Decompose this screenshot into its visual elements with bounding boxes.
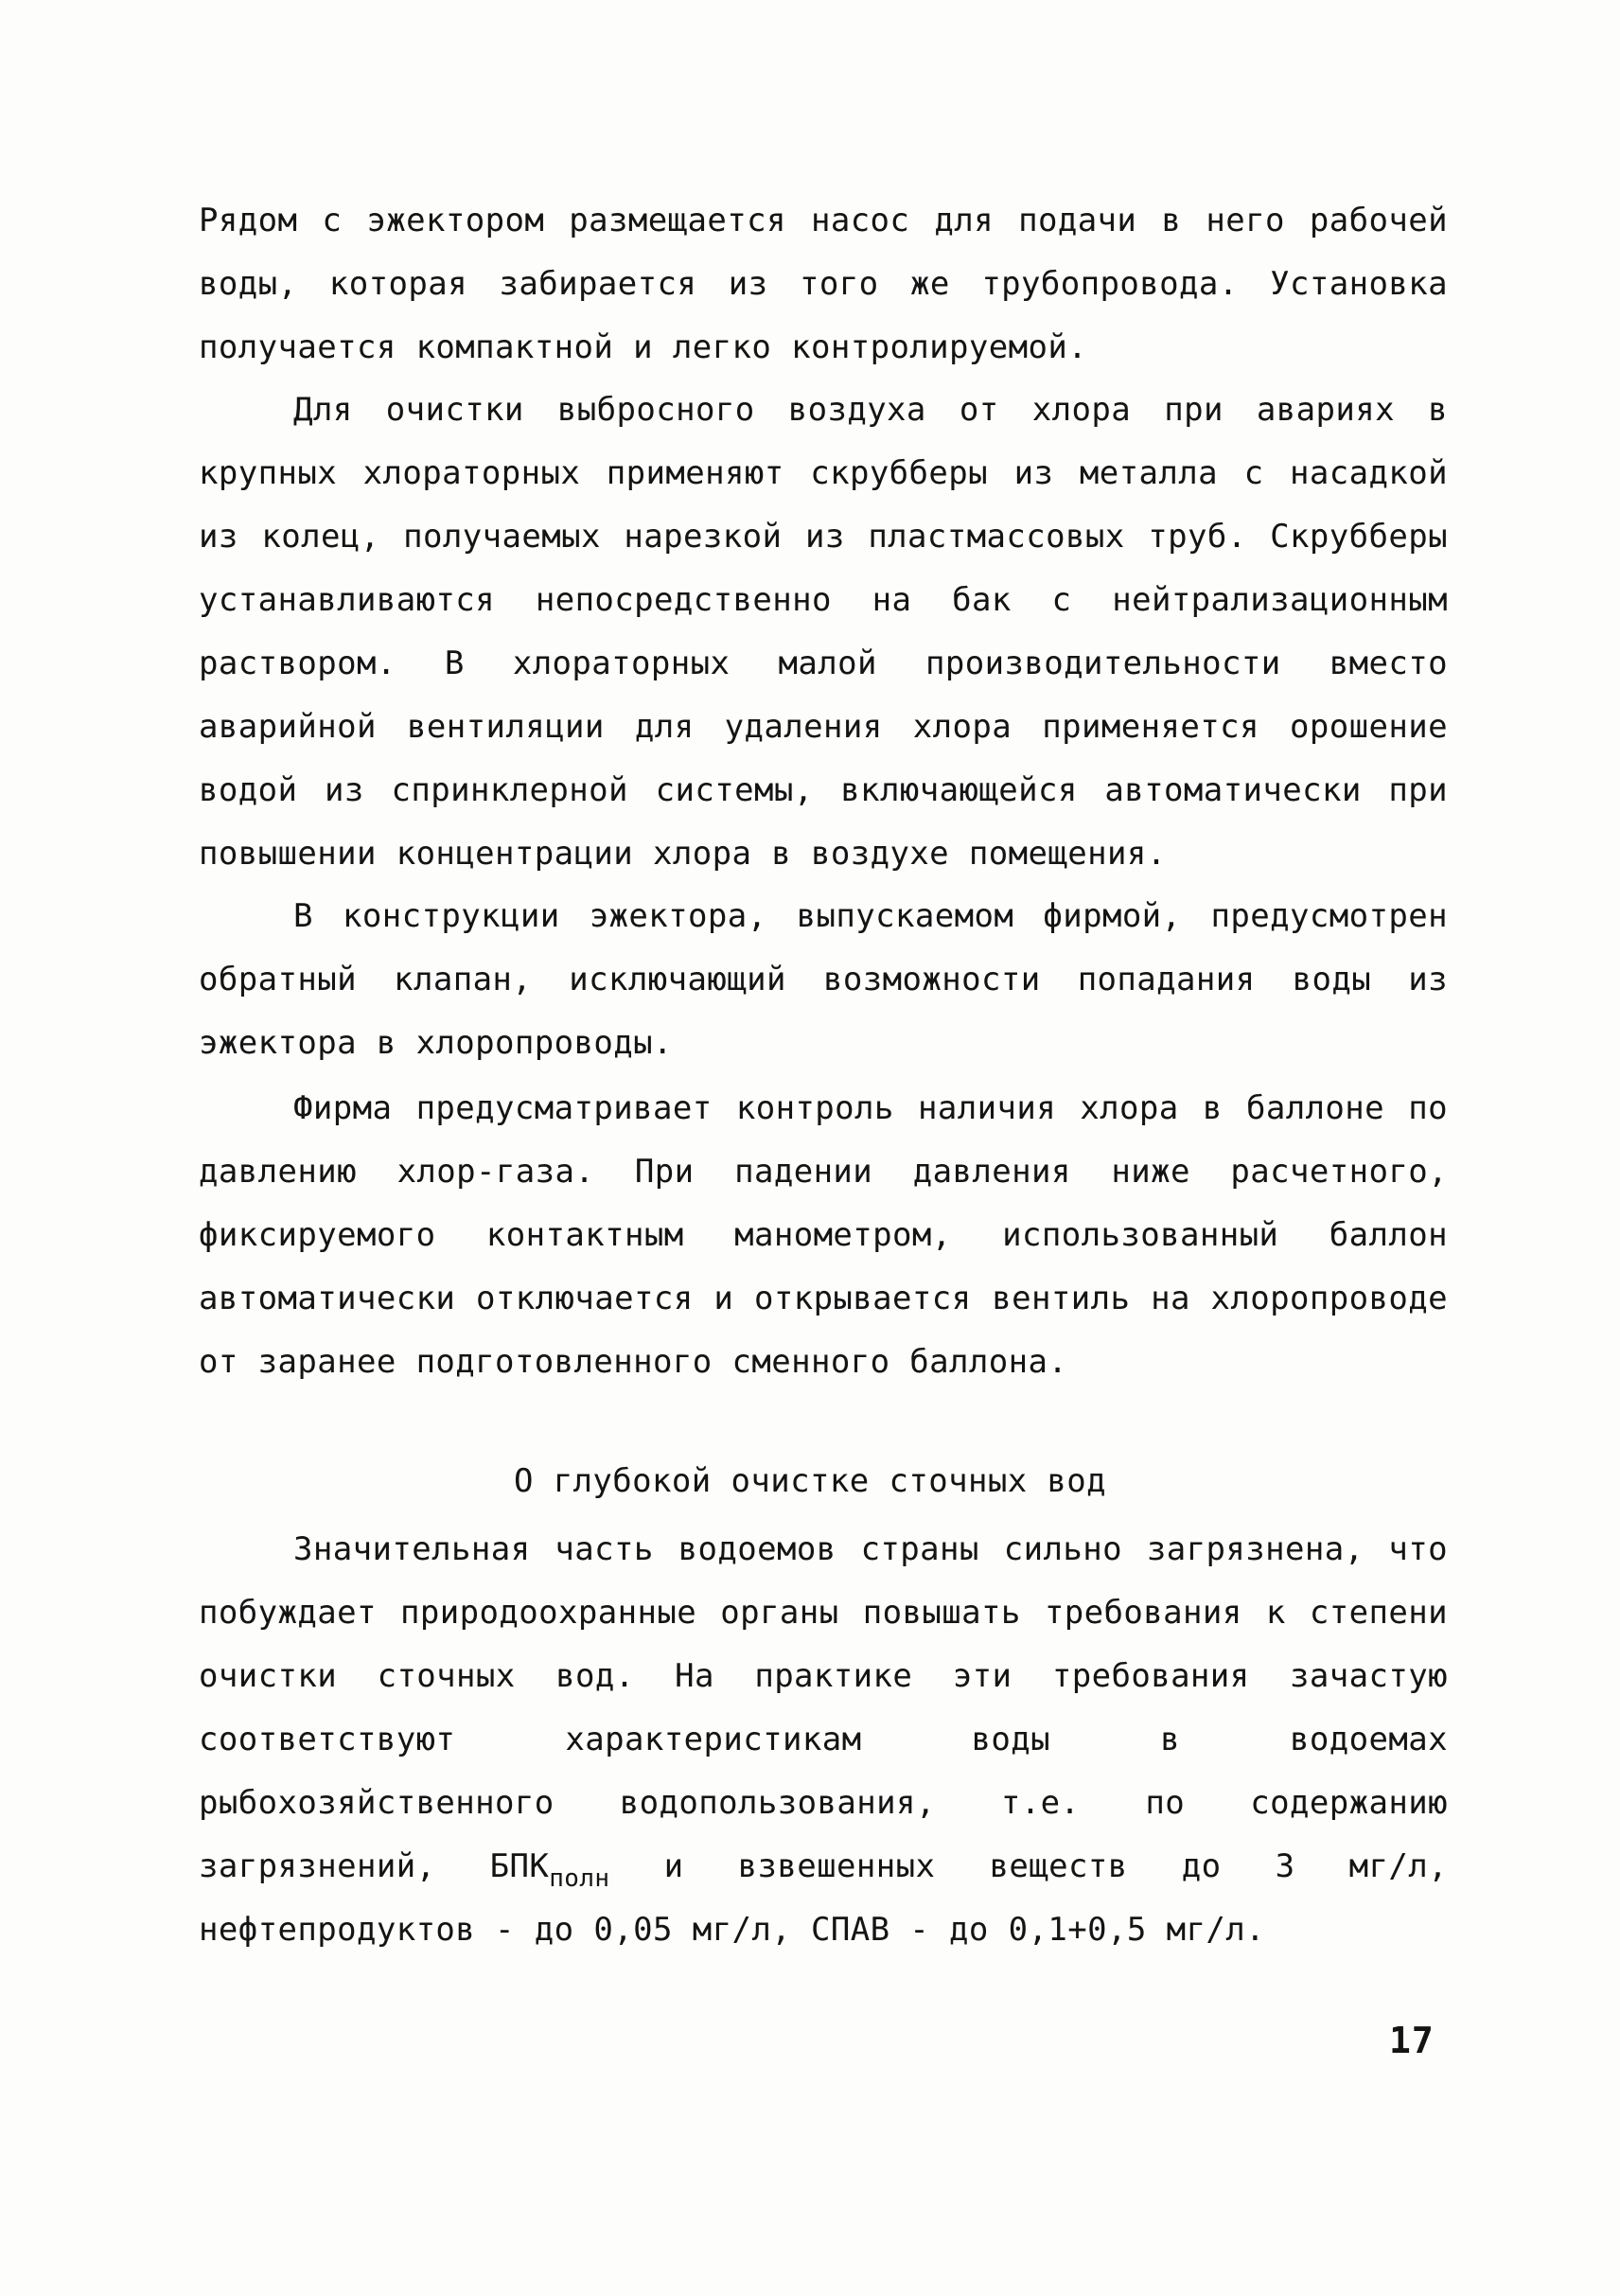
bpk-subscript: полн bbox=[549, 1864, 610, 1893]
page-number: 17 bbox=[1389, 2020, 1435, 2061]
section-heading: О глубокой очистке сточных вод bbox=[513, 1462, 1107, 1500]
paragraph-check-valve: В конструкции эжектора, выпускаемом фирмой, предусмотрен обратный клапан, исключающий возможности попадания воды из эжектора в хлоропроводы. bbox=[199, 897, 1448, 1062]
paragraph-text-after-subscript: и взвешенных веществ до 3 мг/л, нефтепродуктов - до 0,05 мг/л, СПАВ - до 0,1+0,5 мг/л. bbox=[199, 1847, 1448, 1949]
paragraph-ejector-pump: Рядом с эжектором размещается насос для подачи в него рабочей воды, которая забирается из того же трубопровода. Установка получается компактной и легко контролируемой. bbox=[199, 202, 1448, 366]
paragraph-scrubbers: Для очистки выбросного воздуха от хлора при авариях в крупных хлораторных применяют скрубберы из металла с насадкой из колец, получаемых нарезкой из пластмассовых труб. Скрубберы устанавливаются непосредственно на бак с нейтрализационным раствором. В хлораторных малой производительности вместо аварийной вентиляции для удаления хлора применяется орошение водой из спринклерной системы, включающейся автоматически при повышении концентрации хлора в воздухе помещения. bbox=[199, 391, 1448, 873]
paragraph-text-before-subscript: Значительная часть водоемов страны сильно загрязнена, что побуждает природоохранные органы повышать требования к степени очистки сточных вод. На практике эти требования зачастую соответствуют характеристикам воды в водоемах рыбохозяйственного водопользования, т.е. по содержанию загрязнений, БПК bbox=[199, 1530, 1448, 1885]
paragraph-deep-treatment bbox=[199, 1518, 1448, 1962]
paragraph-chlorine-control: Фирма предусматривает контроль наличия хлора в баллоне по давлению хлор-газа. При падении давления ниже расчетного, фиксируемого контактным манометром, использованный баллон автоматически отключается и открывается вентиль на хлоропроводе от заранее подготовленного сменного баллона. bbox=[199, 1089, 1448, 1381]
